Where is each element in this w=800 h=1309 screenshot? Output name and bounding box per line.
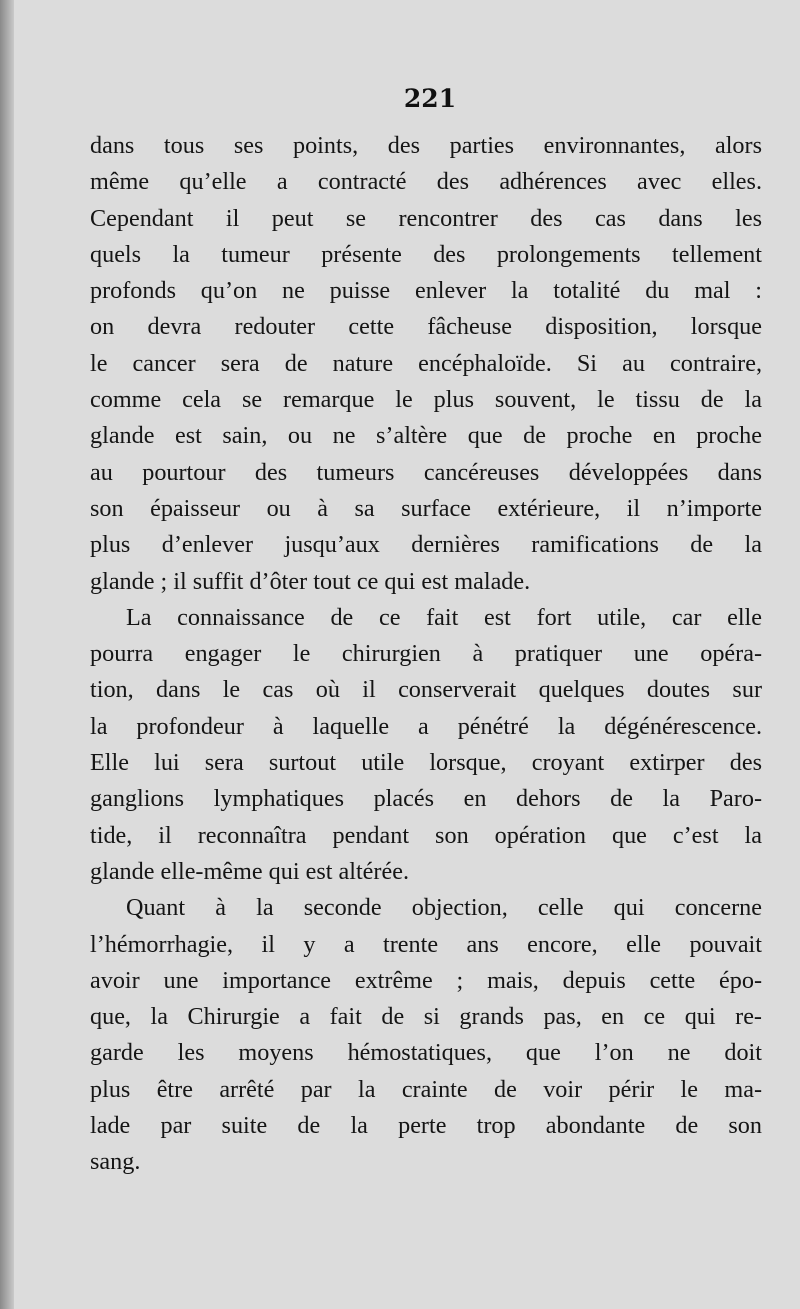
text-line: pourra engager le chirurgien à pratiquer une opéra- [90,640,762,668]
text-line: profonds qu’on ne puisse enlever la totalité du mal : [90,277,762,305]
text-line: Cependant il peut se rencontrer des cas dans les [90,204,762,232]
text-line: quels la tumeur présente des prolongements tellement [90,240,762,268]
text-line: glande ; il suffit d’ôter tout ce qui est malade. [90,567,531,595]
text-line: son épaisseur ou à sa surface extérieure, il n’importe [90,494,762,522]
body-text [90,128,762,1181]
text-line: même qu’elle a contracté des adhérences avec elles. [90,168,762,196]
text-line: Quant à la seconde objection, celle qui concerne [126,894,762,922]
text-line: on devra redouter cette fâcheuse disposition, lorsque [90,313,762,341]
text-line: garde les moyens hémostatiques, que l’on ne doit [90,1039,762,1067]
text-line: plus d’enlever jusqu’aux dernières ramifications de la [90,531,762,559]
page-binding-shadow [0,0,14,1309]
text-line: au pourtour des tumeurs cancéreuses développées dans [90,458,762,486]
text-line: La connaissance de ce fait est fort utile, car elle [126,603,762,631]
text-line: l’hémorrhagie, il y a trente ans encore, elle pouvait [90,930,762,958]
text-line: tide, il reconnaîtra pendant son opération que c’est la [90,821,762,849]
text-line: dans tous ses points, des parties environnantes, alors [90,132,762,159]
text-line: que, la Chirurgie a fait de si grands pas, en ce qui re- [90,1003,762,1031]
text-line: glande est sain, ou ne s’altère que de proche en proche [90,422,762,450]
text-line: comme cela se remarque le plus souvent, le tissu de la [90,386,762,414]
page-number: 221 [403,84,457,113]
text-line: tion, dans le cas où il conserverait quelques doutes sur [90,676,762,704]
text-line: lade par suite de la perte trop abondante de son [90,1112,762,1140]
text-line: plus être arrêté par la crainte de voir périr le ma- [90,1075,762,1103]
text-line: sang. [90,1148,141,1176]
text-line: le cancer sera de nature encéphaloïde. Si au contraire, [90,349,762,377]
text-line: Elle lui sera surtout utile lorsque, croyant extirper des [90,749,762,777]
text-line: glande elle-même qui est altérée. [90,857,409,885]
text-line: ganglions lymphatiques placés en dehors de la Paro- [90,785,762,813]
text-line: avoir une importance extrême ; mais, depuis cette épo- [90,966,762,994]
text-line: la profondeur à laquelle a pénétré la dégénérescence. [90,712,762,740]
